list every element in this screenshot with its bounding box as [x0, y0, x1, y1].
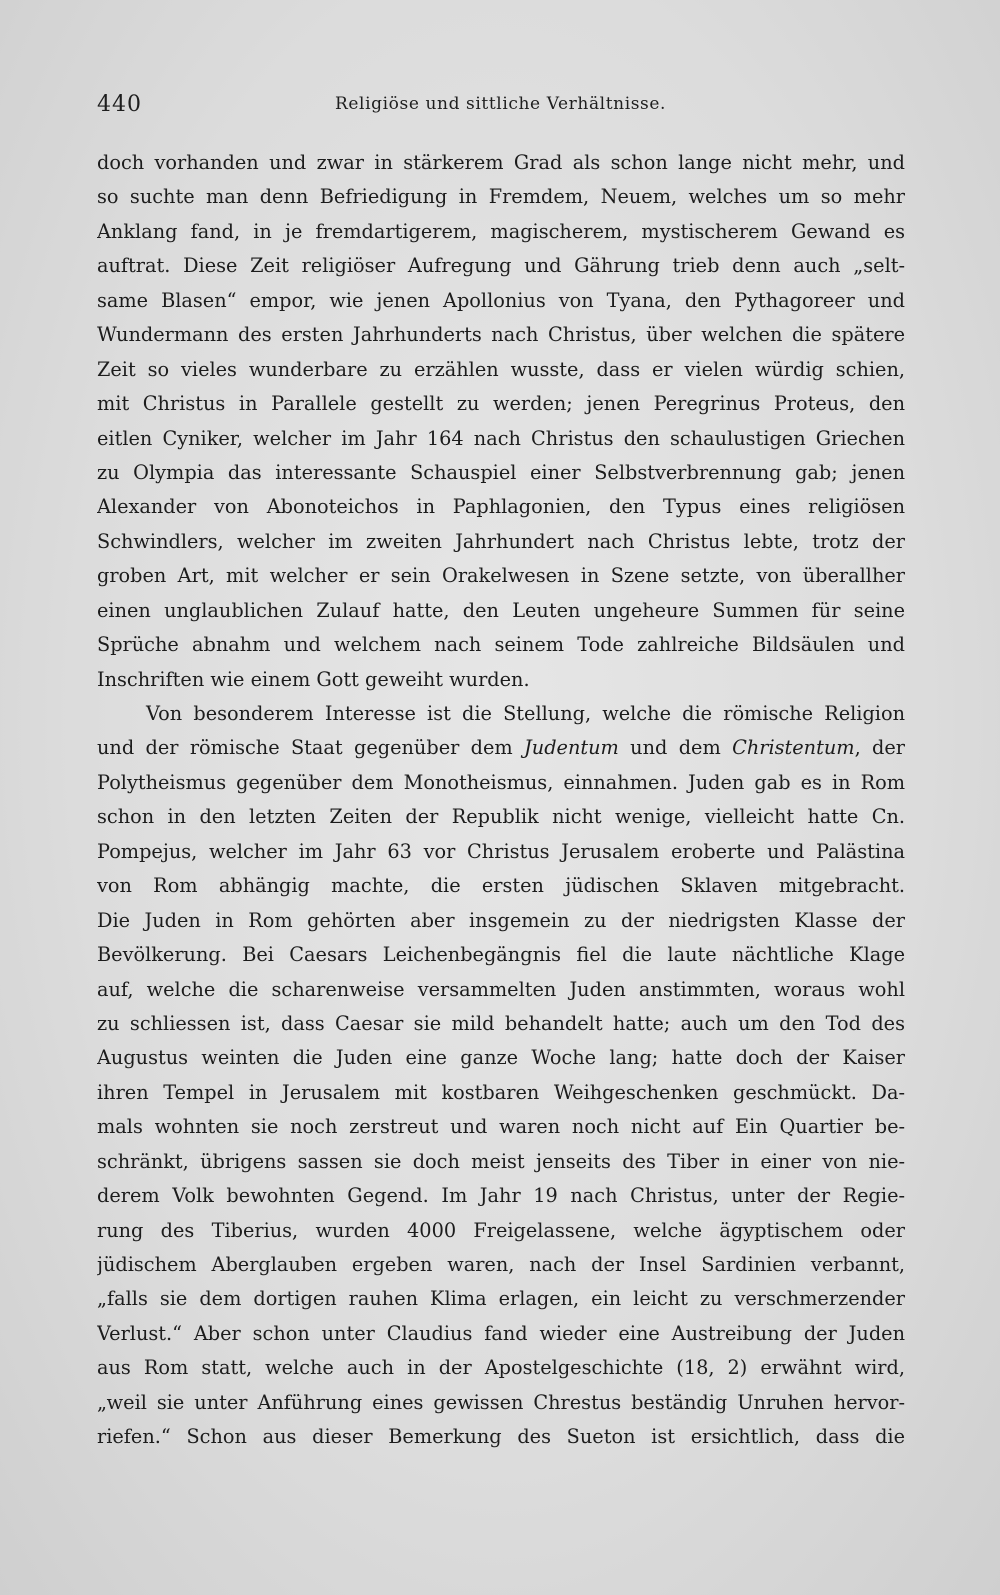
text-line: same Blasen“ empor, wie jenen Apollonius von Tyana, den Pythagoreer und: [97, 288, 905, 312]
text-line: auftrat. Diese Zeit religiöser Aufregung und Gährung trieb denn auch „selt-: [97, 254, 905, 278]
text-line-paragraph-start: Von besonderem Interesse ist die Stellung, welche die römische Religion: [146, 702, 905, 725]
text-line: Die Juden in Rom gehörten aber insgemein zu der niedrigsten Klasse der: [97, 908, 905, 932]
text-line: zu schliessen ist, dass Caesar sie mild behandelt hatte; auch um den Tod des: [97, 1011, 905, 1035]
text-segment: und dem: [618, 736, 733, 760]
text-line: Verlust.“ Aber schon unter Claudius fand wieder eine Austreibung der Juden: [97, 1321, 905, 1345]
text-line: Bevölkerung. Bei Caesars Leichenbegängnis fiel die laute nächtliche Klage: [97, 943, 905, 967]
text-segment: und der römische Staat gegenüber dem: [97, 736, 525, 760]
text-line: von Rom abhängig machte, die ersten jüdischen Sklaven mitgebracht.: [97, 874, 905, 898]
text-line: zu Olympia das interessante Schauspiel einer Selbstverbrennung gab; jenen: [97, 460, 905, 484]
text-line: „weil sie unter Anführung eines gewissen Chrestus beständig Unruhen hervor-: [97, 1390, 905, 1414]
text-line: „falls sie dem dortigen rauhen Klima erlagen, ein leicht zu verschmerzender: [97, 1287, 905, 1311]
text-line: doch vorhanden und zwar in stärkerem Grad als schon lange nicht mehr, und: [97, 151, 905, 174]
text-line: Pompejus, welcher im Jahr 63 vor Christus Jerusalem eroberte und Palästina: [97, 839, 905, 863]
text-line: ihren Tempel in Jerusalem mit kostbaren Weihgeschenken geschmückt. Da-: [97, 1080, 905, 1104]
text-line: aus Rom statt, welche auch in der Apostelgeschichte (18, 2) erwähnt wird,: [97, 1356, 905, 1380]
text-line: schränkt, übrigens sassen sie doch meist jenseits des Tiber in einer von nie-: [97, 1149, 905, 1173]
text-line: mit Christus in Parallele gestellt zu werden; jenen Peregrinus Proteus, den: [97, 392, 905, 416]
text-line: mals wohnten sie noch zerstreut und waren noch nicht auf Ein Quartier be-: [97, 1115, 905, 1139]
text-line-with-emphasis: [97, 731, 905, 765]
text-line: groben Art, mit welcher er sein Orakelwesen in Szene setzte, von überallher: [97, 564, 905, 588]
emphasis-judentum: Judentum: [524, 736, 619, 760]
text-line: Polytheismus gegenüber dem Monotheismus, einnahmen. Juden gab es in Rom: [97, 770, 905, 794]
text-line: schon in den letzten Zeiten der Republik nicht wenige, vielleicht hatte Cn.: [97, 805, 905, 829]
text-line: derem Volk bewohnten Gegend. Im Jahr 19 nach Christus, unter der Regie-: [97, 1184, 905, 1208]
page-number: 440: [97, 92, 142, 117]
text-line: rung des Tiberius, wurden 4000 Freigelassene, welche ägyptischem oder: [97, 1218, 905, 1242]
running-head: Religiöse und sittliche Verhältnisse.: [335, 94, 667, 114]
text-line: Zeit so vieles wunderbare zu erzählen wusste, dass er vielen würdig schien,: [97, 357, 905, 381]
text-line: Schwindlers, welcher im zweiten Jahrhundert nach Christus lebte, trotz der: [97, 529, 905, 553]
text-line: riefen.“ Schon aus dieser Bemerkung des Sueton ist ersichtlich, dass die: [97, 1425, 905, 1449]
text-segment: , der: [854, 736, 905, 760]
text-line: jüdischem Aberglauben ergeben waren, nach der Insel Sardinien verbannt,: [97, 1253, 905, 1276]
text-line: Augustus weinten die Juden eine ganze Woche lang; hatte doch der Kaiser: [97, 1046, 905, 1070]
text-line-paragraph-end: Inschriften wie einem Gott geweiht wurden.: [97, 667, 530, 691]
body-text: [97, 146, 905, 1455]
text-line: Anklang fand, in je fremdartigerem, magischerem, mystischerem Gewand es: [97, 219, 905, 243]
text-line: einen unglaublichen Zulauf hatte, den Leuten ungeheure Summen für seine: [97, 598, 905, 622]
text-line: auf, welche die scharenweise versammelten Juden anstimmten, woraus wohl: [97, 977, 905, 1001]
emphasis-christentum: Christentum: [732, 736, 855, 760]
page-header: [97, 92, 905, 126]
text-line: Sprüche abnahm und welchem nach seinem Tode zahlreiche Bildsäulen und: [97, 633, 905, 657]
text-line: Wundermann des ersten Jahrhunderts nach Christus, über welchen die spätere: [97, 323, 905, 347]
text-line: so suchte man denn Befriedigung in Fremdem, Neuem, welches um so mehr: [97, 185, 905, 209]
text-line: eitlen Cyniker, welcher im Jahr 164 nach Christus den schaulustigen Griechen: [97, 426, 905, 450]
text-line: Alexander von Abonoteichos in Paphlagonien, den Typus eines religiösen: [97, 495, 905, 519]
